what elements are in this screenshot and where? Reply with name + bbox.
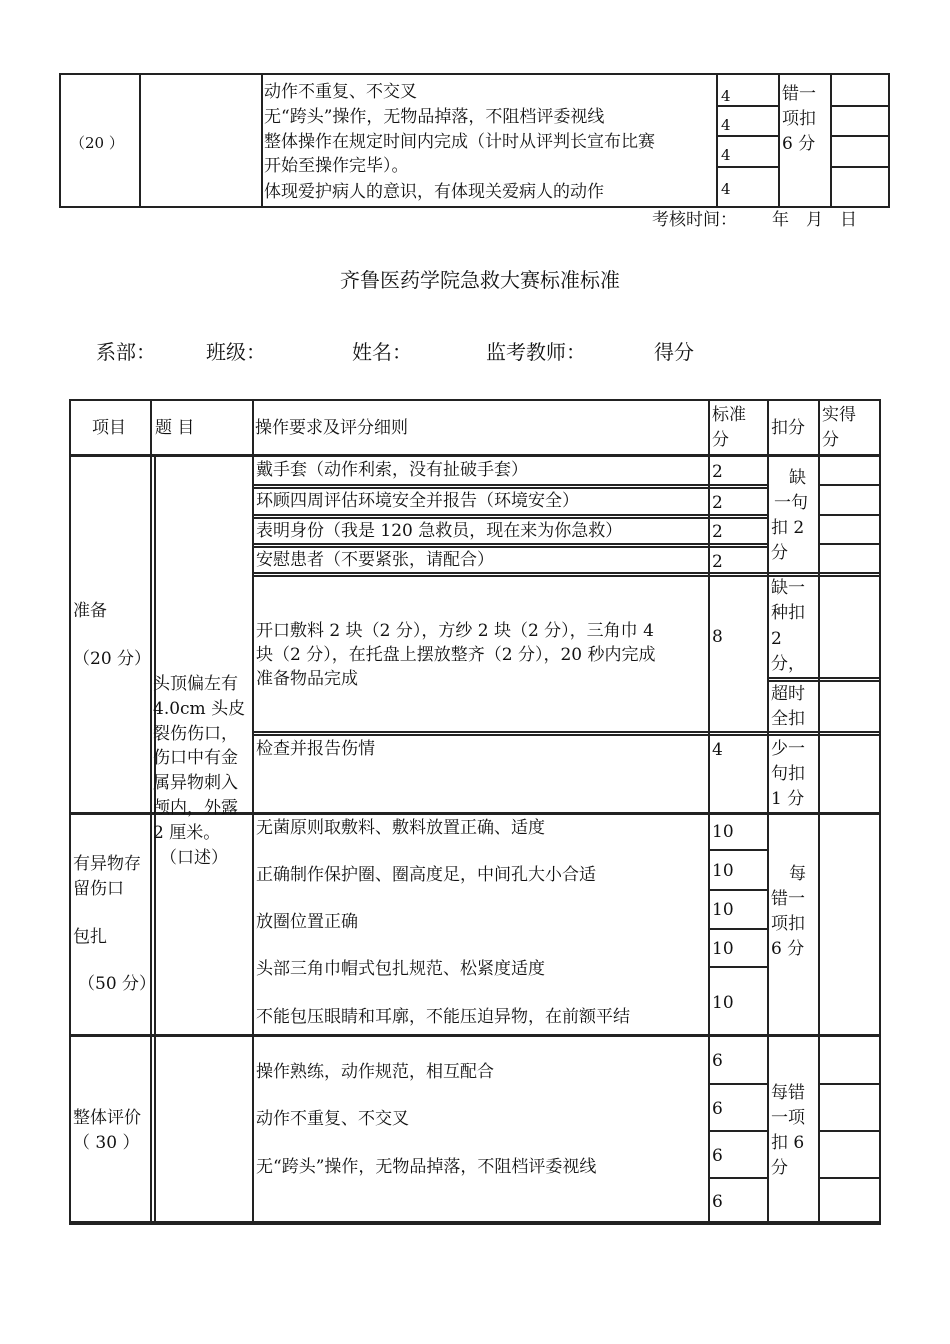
overall-deduct: 每错 <box>771 1083 805 1103</box>
info-dept: 系部： <box>96 340 156 364</box>
prep-check-score: 4 <box>712 740 723 760</box>
topic-line: （口述） <box>160 848 228 868</box>
header-standard: 分 <box>712 430 729 450</box>
wound-item: 头部三角巾帽式包扎规范、松紧度适度 <box>256 959 545 979</box>
top-deduct: 项扣 <box>782 109 816 129</box>
prep-points: （20 分） <box>73 649 152 669</box>
overall-score: 6 <box>712 1192 723 1212</box>
prep-item: 表明身份（我是 120 急救员，现在来为你急救） <box>256 521 623 541</box>
topic-line: 颅内，外露 <box>153 798 238 818</box>
header-topic: 题 目 <box>155 418 195 438</box>
page-title: 齐鲁医药学院急救大赛标准标准 <box>340 268 620 292</box>
overall-score: 6 <box>712 1146 723 1166</box>
prep-deduct: 分 <box>771 543 788 563</box>
prep-score: 2 <box>712 552 723 572</box>
wound-item: 不能包压眼睛和耳廓，不能压迫异物，在前额平结 <box>256 1007 630 1027</box>
info-score: 得分 <box>654 340 694 364</box>
prep-check-deduct: 句扣 <box>771 764 805 784</box>
wound-deduct: 每 <box>789 864 806 884</box>
prep-score: 2 <box>712 522 723 542</box>
header-actual: 分 <box>822 430 839 450</box>
wound-deduct: 6 分 <box>771 939 805 959</box>
overall-score: 6 <box>712 1099 723 1119</box>
header-deduct: 扣分 <box>771 418 805 438</box>
overall-deduct: 分 <box>771 1158 788 1178</box>
top-deduct: 错一 <box>782 84 816 104</box>
top-item: 动作不重复、不交叉 <box>264 82 417 102</box>
info-class: 班级： <box>206 340 266 364</box>
prep-check-deduct: 少一 <box>771 739 805 759</box>
prep-material-line: 准备物品完成 <box>256 669 358 689</box>
wound-name: 留伤口 <box>73 879 124 899</box>
topic-line: 伤口中有金 <box>153 748 238 768</box>
prep-timeout: 超时 <box>771 684 805 704</box>
wound-score: 10 <box>712 993 734 1013</box>
wound-score: 10 <box>712 822 734 842</box>
topic-line: 2 厘米。 <box>153 823 221 843</box>
exam-time-label: 考核时间： <box>652 210 737 230</box>
info-teacher: 监考教师： <box>486 340 586 364</box>
wound-points: （50 分） <box>78 974 157 994</box>
exam-time-month: 月 <box>806 210 823 230</box>
top-item: 开始至操作完毕）。 <box>264 156 409 176</box>
wound-item: 放圈位置正确 <box>256 912 358 932</box>
wound-deduct: 错一 <box>771 889 805 909</box>
wound-score: 10 <box>712 939 734 959</box>
prep-material-deduct: 2 <box>771 629 782 649</box>
header-standard: 标准 <box>712 405 746 425</box>
overall-deduct: 一项 <box>771 1108 805 1128</box>
topic-line: 4.0cm 头皮 <box>153 699 246 719</box>
prep-material-deduct: 种扣 <box>771 603 805 623</box>
wound-deduct: 项扣 <box>771 914 805 934</box>
header-project: 项目 <box>92 418 126 438</box>
prep-check: 检查并报告伤情 <box>256 739 375 759</box>
overall-name: 整体评价 <box>73 1108 141 1128</box>
topic-line: 头顶偏左有 <box>153 674 238 694</box>
wound-item: 正确制作保护圈、圈高度足，中间孔大小合适 <box>256 865 596 885</box>
prep-material-score: 8 <box>712 627 723 647</box>
prep-material-deduct: 缺一 <box>771 578 805 598</box>
prep-timeout: 全扣 <box>771 709 805 729</box>
overall-score: 6 <box>712 1051 723 1071</box>
prep-material-line: 开口敷料 2 块（2 分），方纱 2 块（2 分），三角巾 4 <box>256 621 654 641</box>
wound-score: 10 <box>712 900 734 920</box>
prep-name: 准备 <box>73 601 107 621</box>
prep-check-deduct: 1 分 <box>771 789 805 809</box>
top-score: 4 <box>721 87 731 105</box>
wound-name: 包扎 <box>73 927 107 947</box>
prep-score: 2 <box>712 493 723 513</box>
exam-time-year: 年 <box>772 210 789 230</box>
top-section-score: （20 ） <box>70 134 124 152</box>
overall-item: 无“跨头”操作，无物品掉落，不阻档评委视线 <box>256 1157 597 1177</box>
overall-points: （ 30 ） <box>73 1133 140 1153</box>
overall-deduct: 扣 6 <box>771 1133 805 1153</box>
exam-time-day: 日 <box>840 210 857 230</box>
overall-item: 操作熟练，动作规范，相互配合 <box>256 1062 494 1082</box>
prep-item: 安慰患者（不要紧张，请配合） <box>256 550 494 570</box>
header-actual: 实得 <box>822 405 856 425</box>
top-score: 4 <box>721 116 731 134</box>
top-score: 4 <box>721 146 731 164</box>
top-item: 整体操作在规定时间内完成（计时从评判长宣布比赛 <box>264 132 655 152</box>
prep-item: 环顾四周评估环境安全并报告（环境安全） <box>256 491 579 511</box>
top-item: 体现爱护病人的意识，有体现关爱病人的动作 <box>264 182 604 202</box>
prep-material-deduct: 分， <box>771 654 805 674</box>
prep-deduct: 一句 <box>774 493 808 513</box>
top-score: 4 <box>721 180 731 198</box>
top-item: 无“跨头”操作，无物品掉落，不阻档评委视线 <box>264 107 605 127</box>
overall-item: 动作不重复、不交叉 <box>256 1109 409 1129</box>
prep-deduct: 缺 <box>789 468 806 488</box>
topic-line: 裂伤伤口， <box>153 724 238 744</box>
prep-deduct: 扣 2 <box>771 518 805 538</box>
info-name: 姓名： <box>352 340 412 364</box>
prep-item: 戴手套（动作利索，没有扯破手套） <box>256 460 528 480</box>
topic-line: 属异物刺入 <box>153 773 238 793</box>
wound-name: 有异物存 <box>73 854 141 874</box>
wound-item: 无菌原则取敷料、敷料放置正确、适度 <box>256 818 545 838</box>
wound-score: 10 <box>712 861 734 881</box>
top-deduct: 6 分 <box>782 134 816 154</box>
prep-material-line: 块（2 分），在托盘上摆放整齐（2 分），20 秒内完成 <box>256 645 656 665</box>
prep-score: 2 <box>712 462 723 482</box>
header-requirements: 操作要求及评分细则 <box>255 418 408 438</box>
